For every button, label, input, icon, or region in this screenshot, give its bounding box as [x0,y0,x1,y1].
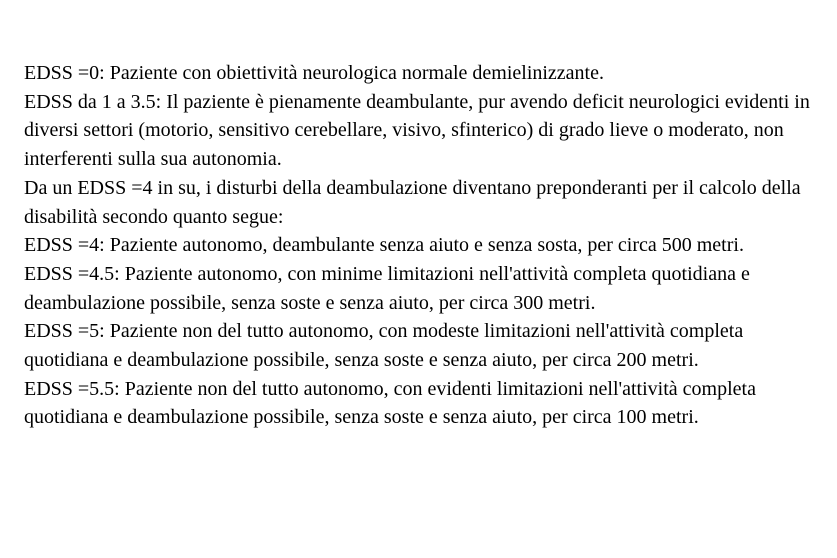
paragraph-edss-4-5: EDSS =4.5: Paziente autonomo, con minime limitazioni nell'attività completa quotidiana e deambulazione possibile, senza soste e senza aiuto, per circa 300 metri. [24,262,750,314]
paragraph-edss-1-3-5: EDSS da 1 a 3.5: Il paziente è pienamente deambulante, pur avendo deficit neurologici evidenti in diversi settori (motorio, sensitivo cerebellare, visivo, sfinterico) di grado lieve o moderato, non interferenti sulla sua autonomia. [24,90,810,171]
paragraph-edss-4: EDSS =4: Paziente autonomo, deambulante senza aiuto e senza sosta, per circa 500 metri. [24,234,744,257]
paragraph-edss-0: EDSS =0: Paziente con obiettività neurologica normale demielinizzante. [24,62,604,84]
paragraph-edss-5: EDSS =5: Paziente non del tutto autonomo, con modeste limitazioni nell'attività completa quotidiana e deambulazione possibile, senza soste e senza aiuto, per circa 200 metri. [24,320,744,372]
document-body [24,59,824,432]
paragraph-edss-4-intro: Da un EDSS =4 in su, i disturbi della deambulazione diventano preponderanti per il calcolo della disabilità secondo quanto segue: [24,176,801,228]
paragraph-edss-5-5: EDSS =5.5: Paziente non del tutto autonomo, con evidenti limitazioni nell'attività completa quotidiana e deambulazione possibile, senza soste e senza aiuto, per circa 100 metri. [24,377,756,429]
